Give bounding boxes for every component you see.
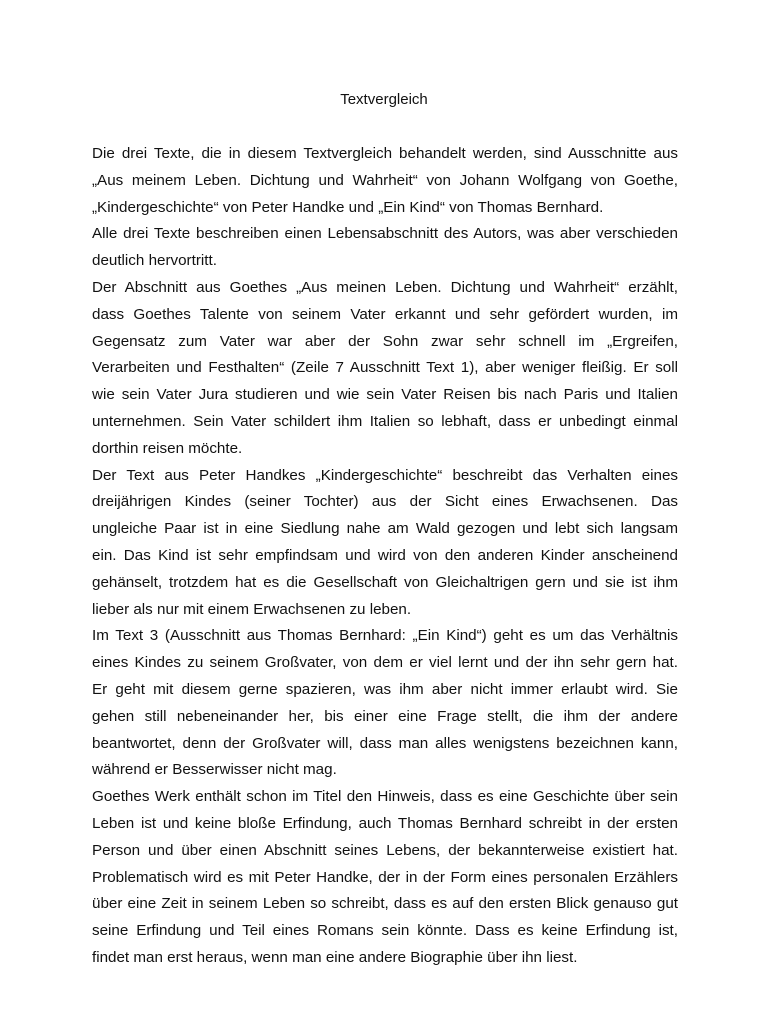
text-line: unternehmen. Sein Vater schildert ihm Italien so lebhaft, dass er unbedingt einmal: [92, 412, 678, 430]
text-line: dorthin reisen möchte.: [92, 439, 243, 457]
text-line: Die drei Texte, die in diesem Textvergleich behandelt werden, sind Ausschnitte aus: [92, 145, 678, 162]
text-line: „Kindergeschichte“ von Peter Handke und „Ein Kind“ von Thomas Bernhard.: [92, 198, 604, 216]
text-line: Alle drei Texte beschreiben einen Lebensabschnitt des Autors, was aber verschieden: [92, 225, 678, 243]
text-line: Leben ist und keine bloße Erfindung, auch Thomas Bernhard schreibt in der ersten: [92, 814, 678, 832]
text-line: beantwortet, denn der Großvater will, dass man alles wenigstens bezeichnen kann,: [92, 734, 678, 752]
text-line: Person und über einen Abschnitt seines Lebens, der bekannterweise existiert hat.: [92, 841, 678, 859]
body-text: [92, 141, 678, 972]
text-line: Goethes Werk enthält schon im Titel den Hinweis, dass es eine Geschichte über sein: [92, 788, 678, 806]
text-line: gehen still nebeneinander her, bis einer eine Frage stellt, die ihm der andere: [92, 707, 678, 725]
text-line: lieber als nur mit einem Erwachsenen zu leben.: [92, 600, 412, 618]
text-line: Der Text aus Peter Handkes „Kindergeschichte“ beschreibt das Verhalten eines: [92, 466, 678, 484]
text-line: Gegensatz zum Vater war aber der Sohn zwar sehr schnell im „Ergreifen,: [92, 332, 678, 350]
text-line: während er Besserwisser nicht mag.: [92, 761, 337, 779]
text-line: deutlich hervortritt.: [92, 252, 217, 270]
text-line: eines Kindes zu seinem Großvater, von dem er viel lernt und der ihn sehr gern hat.: [92, 654, 678, 672]
text-line: seine Erfindung und Teil eines Romans sein könnte. Dass es keine Erfindung ist,: [92, 922, 678, 940]
text-line: ungleiche Paar ist in eine Siedlung nahe am Wald gezogen und lebt sich langsam: [92, 520, 678, 538]
text-line: findet man erst heraus, wenn man eine andere Biographie über ihn liest.: [92, 948, 578, 966]
text-line: dass Goethes Talente von seinem Vater erkannt und sehr gefördert wurden, im: [92, 305, 678, 323]
text-line: Im Text 3 (Ausschnitt aus Thomas Bernhard: „Ein Kind“) geht es um das Verhältnis: [92, 627, 678, 645]
text-line: „Aus meinem Leben. Dichtung und Wahrheit“ von Johann Wolfgang von Goethe,: [92, 171, 678, 189]
text-line: gehänselt, trotzdem hat es die Gesellschaft von Gleichaltrigen gern und sie ist ihm: [92, 573, 678, 591]
text-line: ein. Das Kind ist sehr empfindsam und wird von den anderen Kinder anscheinend: [92, 546, 678, 564]
text-line: Problematisch wird es mit Peter Handke, der in der Form eines personalen Erzählers: [92, 868, 678, 886]
text-line: wie sein Vater Jura studieren und wie sein Vater Reisen bis nach Paris und Italien: [92, 386, 678, 404]
text-line: dreijährigen Kindes (seiner Tochter) aus der Sicht eines Erwachsenen. Das: [92, 493, 678, 511]
text-line: Er geht mit diesem gerne spazieren, was ihm aber nicht immer erlaubt wird. Sie: [92, 680, 678, 698]
text-line: Verarbeiten und Festhalten“ (Zeile 7 Ausschnitt Text 1), aber weniger fleißig. Er soll: [92, 359, 678, 377]
page-title: Textvergleich: [340, 91, 428, 108]
text-line: Der Abschnitt aus Goethes „Aus meinen Leben. Dichtung und Wahrheit“ erzählt,: [92, 278, 678, 296]
text-line: über eine Zeit in seinem Leben so schreibt, dass es auf den ersten Blick genauso gut: [92, 895, 678, 913]
